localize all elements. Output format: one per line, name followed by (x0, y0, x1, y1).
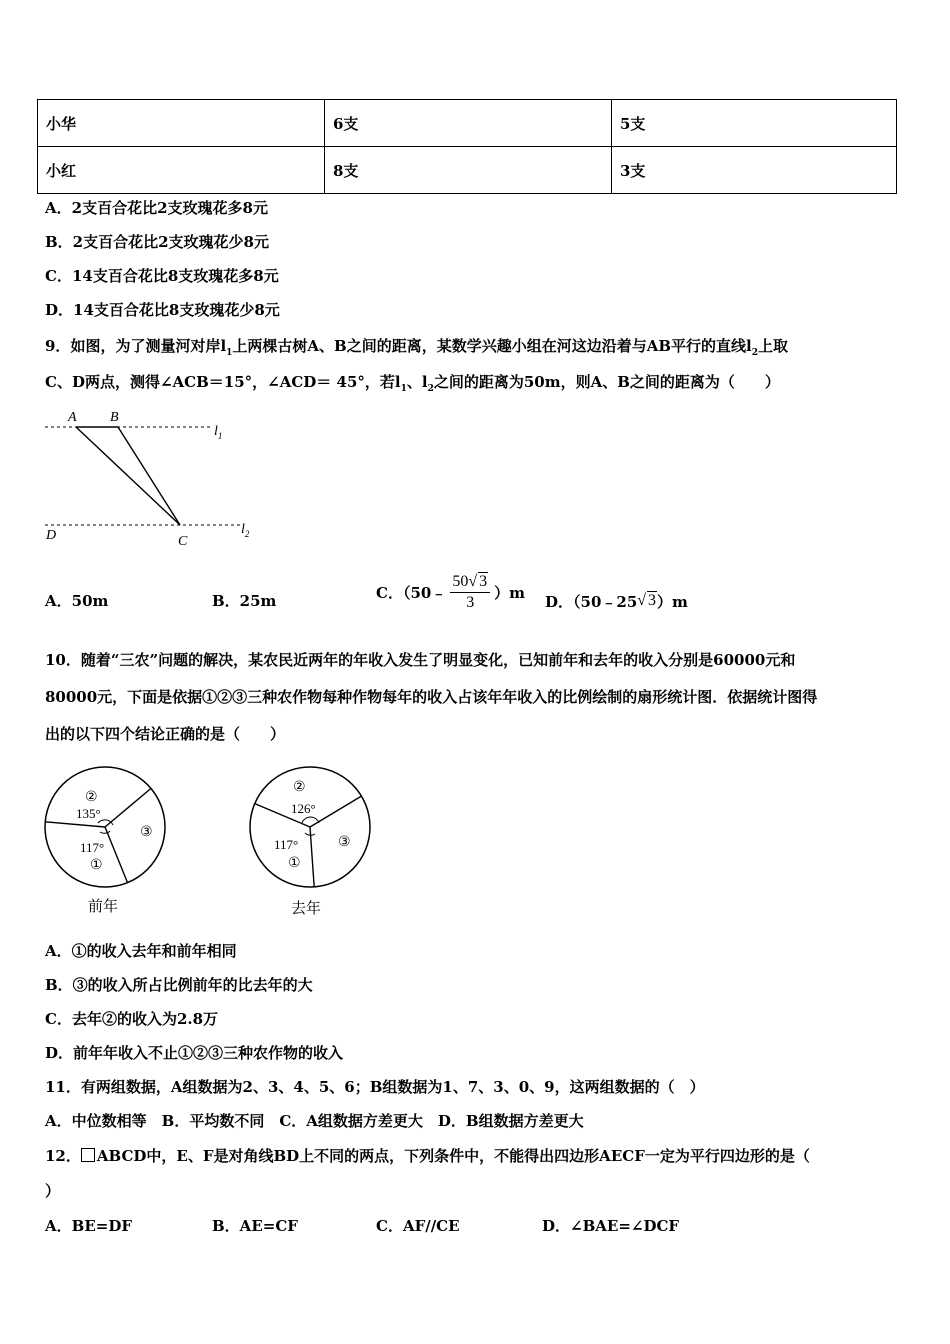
angle-arc (100, 831, 110, 833)
subscript: 1 (226, 348, 233, 358)
q9-text: 上两棵古树A、B之间的距离，某数学兴趣小组在河这边沿着与AB平行的直线l (232, 337, 752, 355)
table-row (38, 147, 897, 194)
angle-arc (302, 817, 319, 823)
point-a-label: A (68, 410, 77, 425)
river-figure (40, 405, 270, 555)
q8-option-c: C．14支百合花比8支玫瑰花多8元 (45, 267, 279, 285)
pie-chart-last-year (245, 763, 385, 923)
radicand: 3 (648, 592, 657, 609)
table-cell: 小红 (38, 147, 325, 194)
angle-1-label: 117° (80, 840, 105, 855)
q10-option-a: A．①的收入去年和前年相同 (45, 942, 237, 960)
option-text: C．（50﹣ (376, 583, 447, 602)
q12-option-c: C．AF//CE (376, 1217, 460, 1235)
q8-option-d: D．14支百合花比8支玫瑰花少8元 (45, 301, 280, 319)
table-row (38, 100, 897, 147)
q12-option-b: B．AE=CF (212, 1217, 298, 1235)
subscript: 2 (427, 384, 434, 394)
q10-option-d: D．前年年收入不止①②③三种农作物的收入 (45, 1044, 344, 1062)
table-cell: 8支 (325, 147, 612, 194)
slice-3-label: ③ (140, 824, 153, 840)
q9-stem-line1 (45, 336, 788, 363)
point-c-label: C (178, 534, 188, 549)
q12-number: 12． (45, 1147, 81, 1165)
pie-chart-previous-year (40, 765, 180, 925)
pie-slice-boundary (105, 827, 128, 883)
q11-stem: 11．有两组数据，A组数据为2、3、4、5、6；B组数据为1、7、3、0、9，这两组数据的（ ） (45, 1078, 705, 1096)
slice-2-label: ② (85, 789, 98, 805)
angle-2-label: 126° (291, 801, 316, 816)
numerator: 50 (452, 572, 469, 590)
parallelogram-symbol-icon (81, 1148, 95, 1162)
table-cell: 3支 (612, 147, 897, 194)
chart-title: 去年 (291, 899, 322, 917)
pie-slice-boundary (45, 822, 105, 827)
q12-stem-line2: ） (45, 1182, 61, 1200)
q9-text: 上取 (758, 337, 789, 355)
q9-number: 9． (45, 337, 71, 355)
slice-1-label: ① (288, 855, 301, 871)
q10-option-b: B．③的收入所占比例前年的比去年的大 (45, 976, 313, 994)
q8-option-b: B．2支百合花比2支玫瑰花少8元 (45, 233, 269, 251)
table-cell: 5支 (612, 100, 897, 147)
point-d-label: D (46, 528, 57, 543)
q10-stem-line1: 10．随着“三农”问题的解决，某农民近两年的年收入发生了明显变化，已知前年和去年的收入分别是60000元和 (45, 651, 796, 669)
slice-1-label: ① (90, 857, 103, 873)
fraction: $\frac{50√ 3}{3}$ (450, 573, 490, 612)
subscript: 2 (751, 348, 759, 358)
denominator: 3 (466, 593, 475, 611)
flower-table (37, 99, 897, 194)
table-cell: 小华 (38, 100, 325, 147)
q9-text: 之间的距离为50m，则A、B之间的距离为（ ） (433, 373, 780, 391)
q9-option-d: D．（50﹣25 √ 3 ）m (545, 592, 688, 611)
option-text: D．（50﹣25 (545, 592, 638, 611)
q11-options: A．中位数相等 B．平均数不同 C．A组数据方差更大 D．B组数据方差更大 (45, 1112, 584, 1130)
line-l2-label: $l_2$ (241, 522, 250, 539)
q12-text: ABCD中，E、F是对角线BD上不同的两点，下列条件中，不能得出四边形AECF一定为平行四边形的是（ (96, 1147, 810, 1165)
chart-title: 前年 (88, 897, 119, 915)
radicand: 3 (479, 572, 488, 590)
angle-1-label: 117° (274, 837, 299, 852)
table-cell: 6支 (325, 100, 612, 147)
point-b-label: B (110, 410, 119, 425)
q12-option-a: A．BE=DF (45, 1217, 132, 1235)
q12-option-d: D．∠BAE=∠DCF (542, 1217, 680, 1235)
q10-stem-line3: 出的以下四个结论正确的是（ ） (45, 725, 286, 743)
q9-text: 如图，为了测量河对岸l (70, 337, 227, 355)
line-l1-label: $l_1$ (214, 424, 223, 441)
q10-option-c: C．去年②的收入为2.8万 (45, 1010, 219, 1028)
angle-2-label: 135° (76, 806, 101, 821)
slice-2-label: ② (293, 779, 306, 795)
slice-3-label: ③ (338, 834, 351, 850)
q8-option-a: A．2支百合花比2支玫瑰花多8元 (45, 199, 268, 217)
subscript: 1 (400, 384, 407, 394)
pie-slice-boundary (310, 827, 314, 887)
pie-slice-boundary (310, 796, 361, 827)
q9-option-a: A．50m (45, 592, 109, 610)
q12-stem-line1 (45, 1146, 810, 1166)
option-text: ）m (494, 583, 525, 602)
q10-stem-line2: 80000元，下面是依据①②③三种农作物每种作物每年的收入占该年年收入的比例绘制的扇形统计图．依据统计图得 (45, 688, 818, 706)
option-text: ）m (657, 592, 688, 611)
q9-text: C、D两点，测得∠ACB＝15°，∠ACD＝ 45°，若l (45, 373, 401, 391)
q9-stem-line2 (45, 372, 780, 399)
pie-slice-boundary (105, 788, 151, 827)
q9-option-b: B．25m (212, 592, 277, 610)
q9-text: 、l (406, 373, 428, 391)
q9-option-c (376, 567, 525, 617)
